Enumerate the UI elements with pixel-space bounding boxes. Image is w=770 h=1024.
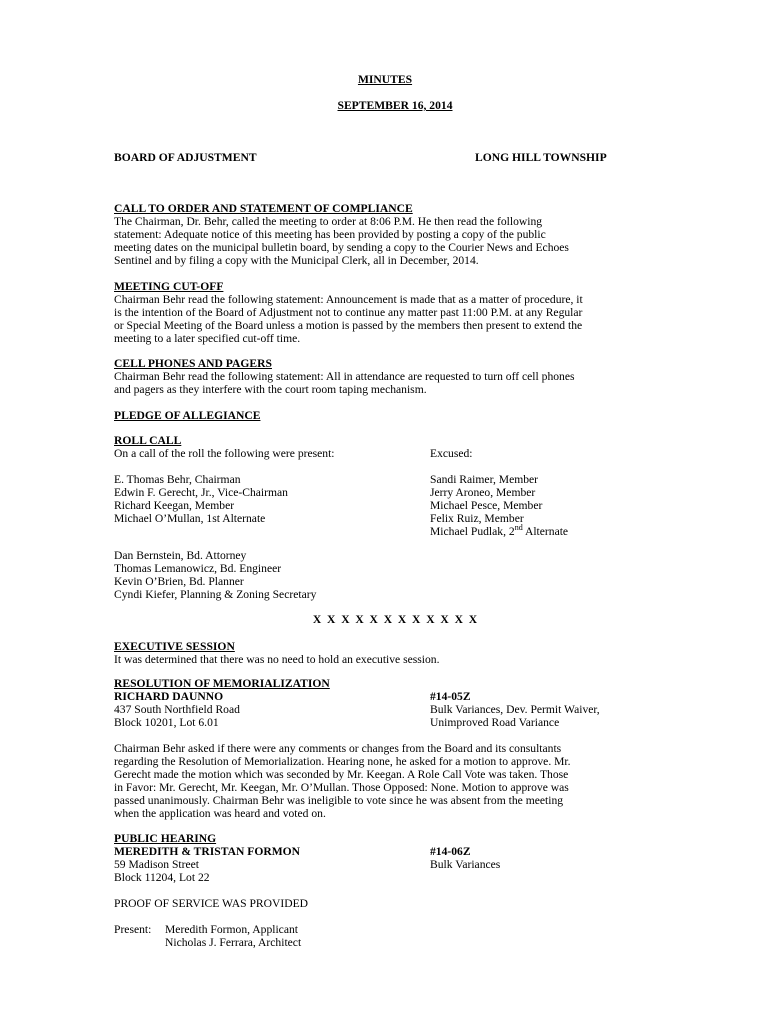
excused-member: [430, 525, 568, 538]
paragraph-line: statement: Adequate notice of this meeting has been provided by posting a copy of the public: [114, 228, 546, 241]
pledge-heading: PLEDGE OF ALLEGIANCE: [114, 409, 261, 422]
excused-member-role: Alternate: [522, 525, 569, 538]
cell-phones-heading: CELL PHONES AND PAGERS: [114, 357, 272, 370]
paragraph-line: Chairman Behr read the following statement: Announcement is made that as a matter of procedure, it: [114, 293, 583, 306]
staff-member: Cyndi Kiefer, Planning & Zoning Secretary: [114, 588, 317, 601]
resolution-heading: RESOLUTION OF MEMORIALIZATION: [114, 677, 330, 690]
resolution-relief: Bulk Variances, Dev. Permit Waiver,: [430, 703, 600, 716]
staff-member: Kevin O’Brien, Bd. Planner: [114, 575, 244, 588]
executive-session-text: It was determined that there was no need to hold an executive session.: [114, 653, 440, 666]
paragraph-line: in Favor: Mr. Gerecht, Mr. Keegan, Mr. O’Mullan. Those Opposed: None. Motion to approve was: [114, 781, 569, 794]
meeting-cutoff-heading: MEETING CUT-OFF: [114, 280, 224, 293]
section-separator: X X X X X X X X X X X X: [312, 613, 478, 626]
present-member: Michael O’Mullan, 1st Alternate: [114, 512, 266, 525]
resolution-case-number: #14-05Z: [430, 690, 471, 703]
document-date: SEPTEMBER 16, 2014: [337, 99, 453, 112]
paragraph-line: and pagers as they interfere with the court room taping mechanism.: [114, 383, 427, 396]
paragraph-line: passed unanimously. Chairman Behr was ineligible to vote since he was absent from the meeting: [114, 794, 564, 807]
hearing-address: 59 Madison Street: [114, 858, 200, 871]
proof-of-service: PROOF OF SERVICE WAS PROVIDED: [114, 897, 309, 910]
paragraph-line: meeting to a later specified cut-off time.: [114, 332, 301, 345]
excused-member-name: Michael Pudlak, 2: [430, 525, 515, 538]
paragraph-line: meeting dates on the municipal bulletin board, by sending a copy to the Courier News and Echoes: [114, 241, 569, 254]
paragraph-line: The Chairman, Dr. Behr, called the meeting to order at 8:06 P.M. He then read the following: [114, 215, 543, 228]
present-label: Present:: [114, 923, 152, 936]
hearing-case-number: #14-06Z: [430, 845, 471, 858]
township-name: LONG HILL TOWNSHIP: [475, 151, 607, 164]
paragraph-line: Gerecht made the motion which was seconded by Mr. Keegan. A Role Call Vote was taken. Those: [114, 768, 569, 781]
staff-member: Thomas Lemanowicz, Bd. Engineer: [114, 562, 282, 575]
executive-session-heading: EXECUTIVE SESSION: [114, 640, 235, 653]
public-hearing-heading: PUBLIC HEARING: [114, 832, 217, 845]
paragraph-line: regarding the Resolution of Memorialization. Hearing none, he asked for a motion to approve. Mr.: [114, 755, 571, 768]
present-member: Richard Keegan, Member: [114, 499, 235, 512]
paragraph-line: is the intention of the Board of Adjustment not to continue any matter past 11:00 P.M. at any Regular: [114, 306, 583, 319]
board-name: BOARD OF ADJUSTMENT: [114, 151, 257, 164]
paragraph-line: Chairman Behr read the following statement: All in attendance are requested to turn off cell phones: [114, 370, 575, 383]
paragraph-line: Chairman Behr asked if there were any comments or changes from the Board and its consultants: [114, 742, 562, 755]
paragraph-line: when the application was heard and voted on.: [114, 807, 326, 820]
paragraph-line: or Special Meeting of the Board unless a motion is passed by the members then present to extend the: [114, 319, 583, 332]
ordinal-suffix: nd: [514, 523, 523, 532]
present-intro: On a call of the roll the following were present:: [114, 447, 335, 460]
hearing-applicant: MEREDITH & TRISTAN FORMON: [114, 845, 301, 858]
staff-member: Dan Bernstein, Bd. Attorney: [114, 549, 247, 562]
hearing-attendee: Nicholas J. Ferrara, Architect: [165, 936, 302, 949]
roll-call-heading: ROLL CALL: [114, 434, 182, 447]
present-member: Edwin F. Gerecht, Jr., Vice-Chairman: [114, 486, 288, 499]
call-to-order-heading: CALL TO ORDER AND STATEMENT OF COMPLIANCE: [114, 202, 413, 215]
resolution-applicant: RICHARD DAUNNO: [114, 690, 224, 703]
excused-intro: Excused:: [430, 447, 473, 460]
hearing-attendee: Meredith Formon, Applicant: [165, 923, 298, 936]
excused-member: Michael Pesce, Member: [430, 499, 543, 512]
document-title: MINUTES: [357, 73, 413, 86]
present-member: E. Thomas Behr, Chairman: [114, 473, 241, 486]
hearing-relief: Bulk Variances: [430, 858, 501, 871]
excused-member: Jerry Aroneo, Member: [430, 486, 536, 499]
excused-member: Felix Ruiz, Member: [430, 512, 524, 525]
hearing-block-lot: Block 11204, Lot 22: [114, 871, 210, 884]
resolution-block-lot: Block 10201, Lot 6.01: [114, 716, 219, 729]
paragraph-line: Sentinel and by filing a copy with the Municipal Clerk, all in December, 2014.: [114, 254, 479, 267]
excused-member: Sandi Raimer, Member: [430, 473, 539, 486]
resolution-address: 437 South Northfield Road: [114, 703, 240, 716]
resolution-relief: Unimproved Road Variance: [430, 716, 560, 729]
